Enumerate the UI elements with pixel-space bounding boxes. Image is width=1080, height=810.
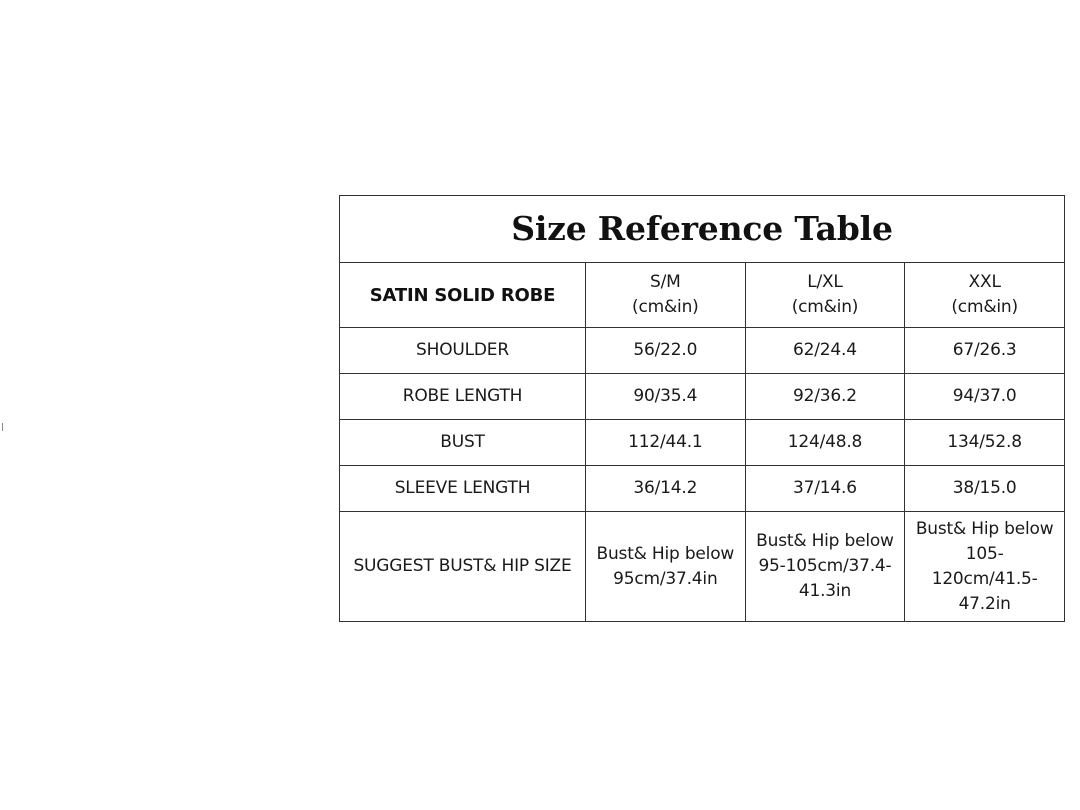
size-header-sm: [586, 263, 746, 328]
row-value: 124/48.8: [745, 420, 905, 466]
row-value: 92/36.2: [745, 374, 905, 420]
suggest-row: [340, 512, 1065, 622]
suggest-line: 95-105cm/37.4-: [758, 556, 892, 576]
row-value: 112/44.1: [586, 420, 746, 466]
suggest-value-xxl: [905, 512, 1065, 622]
size-name: L/XL: [807, 272, 843, 292]
table-row: [340, 420, 1065, 466]
suggest-value-sm: [586, 512, 746, 622]
table-row: [340, 466, 1065, 512]
table-title: Size Reference Table: [340, 196, 1065, 263]
row-value: 56/22.0: [586, 328, 746, 374]
row-label: ROBE LENGTH: [340, 374, 586, 420]
suggest-line: 105-: [965, 543, 1004, 564]
size-header-lxl: [745, 263, 905, 328]
suggest-line: 120cm/41.5-: [931, 568, 1038, 589]
row-label: SHOULDER: [340, 328, 586, 374]
row-value: 94/37.0: [905, 374, 1065, 420]
table-row: [340, 328, 1065, 374]
row-value: 90/35.4: [586, 374, 746, 420]
suggest-line: 47.2in: [958, 593, 1011, 614]
product-name: SATIN SOLID ROBE: [340, 263, 586, 328]
row-value: 67/26.3: [905, 328, 1065, 374]
suggest-value-lxl: [745, 512, 905, 622]
row-value: 36/14.2: [586, 466, 746, 512]
row-label: SLEEVE LENGTH: [340, 466, 586, 512]
size-unit: (cm&in): [951, 297, 1018, 317]
suggest-line: 41.3in: [798, 581, 852, 601]
size-header-xxl: [905, 263, 1065, 328]
table-row: [340, 374, 1065, 420]
suggest-line: Bust& Hip below: [756, 531, 894, 551]
row-value: 38/15.0: [905, 466, 1065, 512]
header-row: [340, 263, 1065, 328]
size-name: S/M: [650, 272, 681, 292]
edge-mark: [2, 423, 3, 431]
suggest-line: Bust& Hip below: [915, 518, 1054, 539]
suggest-line: 95cm/37.4in: [613, 568, 718, 589]
row-label: BUST: [340, 420, 586, 466]
suggest-label: SUGGEST BUST& HIP SIZE: [340, 512, 586, 622]
size-unit: (cm&in): [632, 297, 699, 317]
row-value: 62/24.4: [745, 328, 905, 374]
size-unit: (cm&in): [791, 297, 859, 317]
row-value: 134/52.8: [905, 420, 1065, 466]
title-row: [340, 196, 1065, 263]
suggest-line: Bust& Hip below: [596, 543, 735, 564]
row-value: 37/14.6: [745, 466, 905, 512]
size-reference-table: [339, 195, 1065, 622]
size-name: XXL: [968, 272, 1001, 292]
